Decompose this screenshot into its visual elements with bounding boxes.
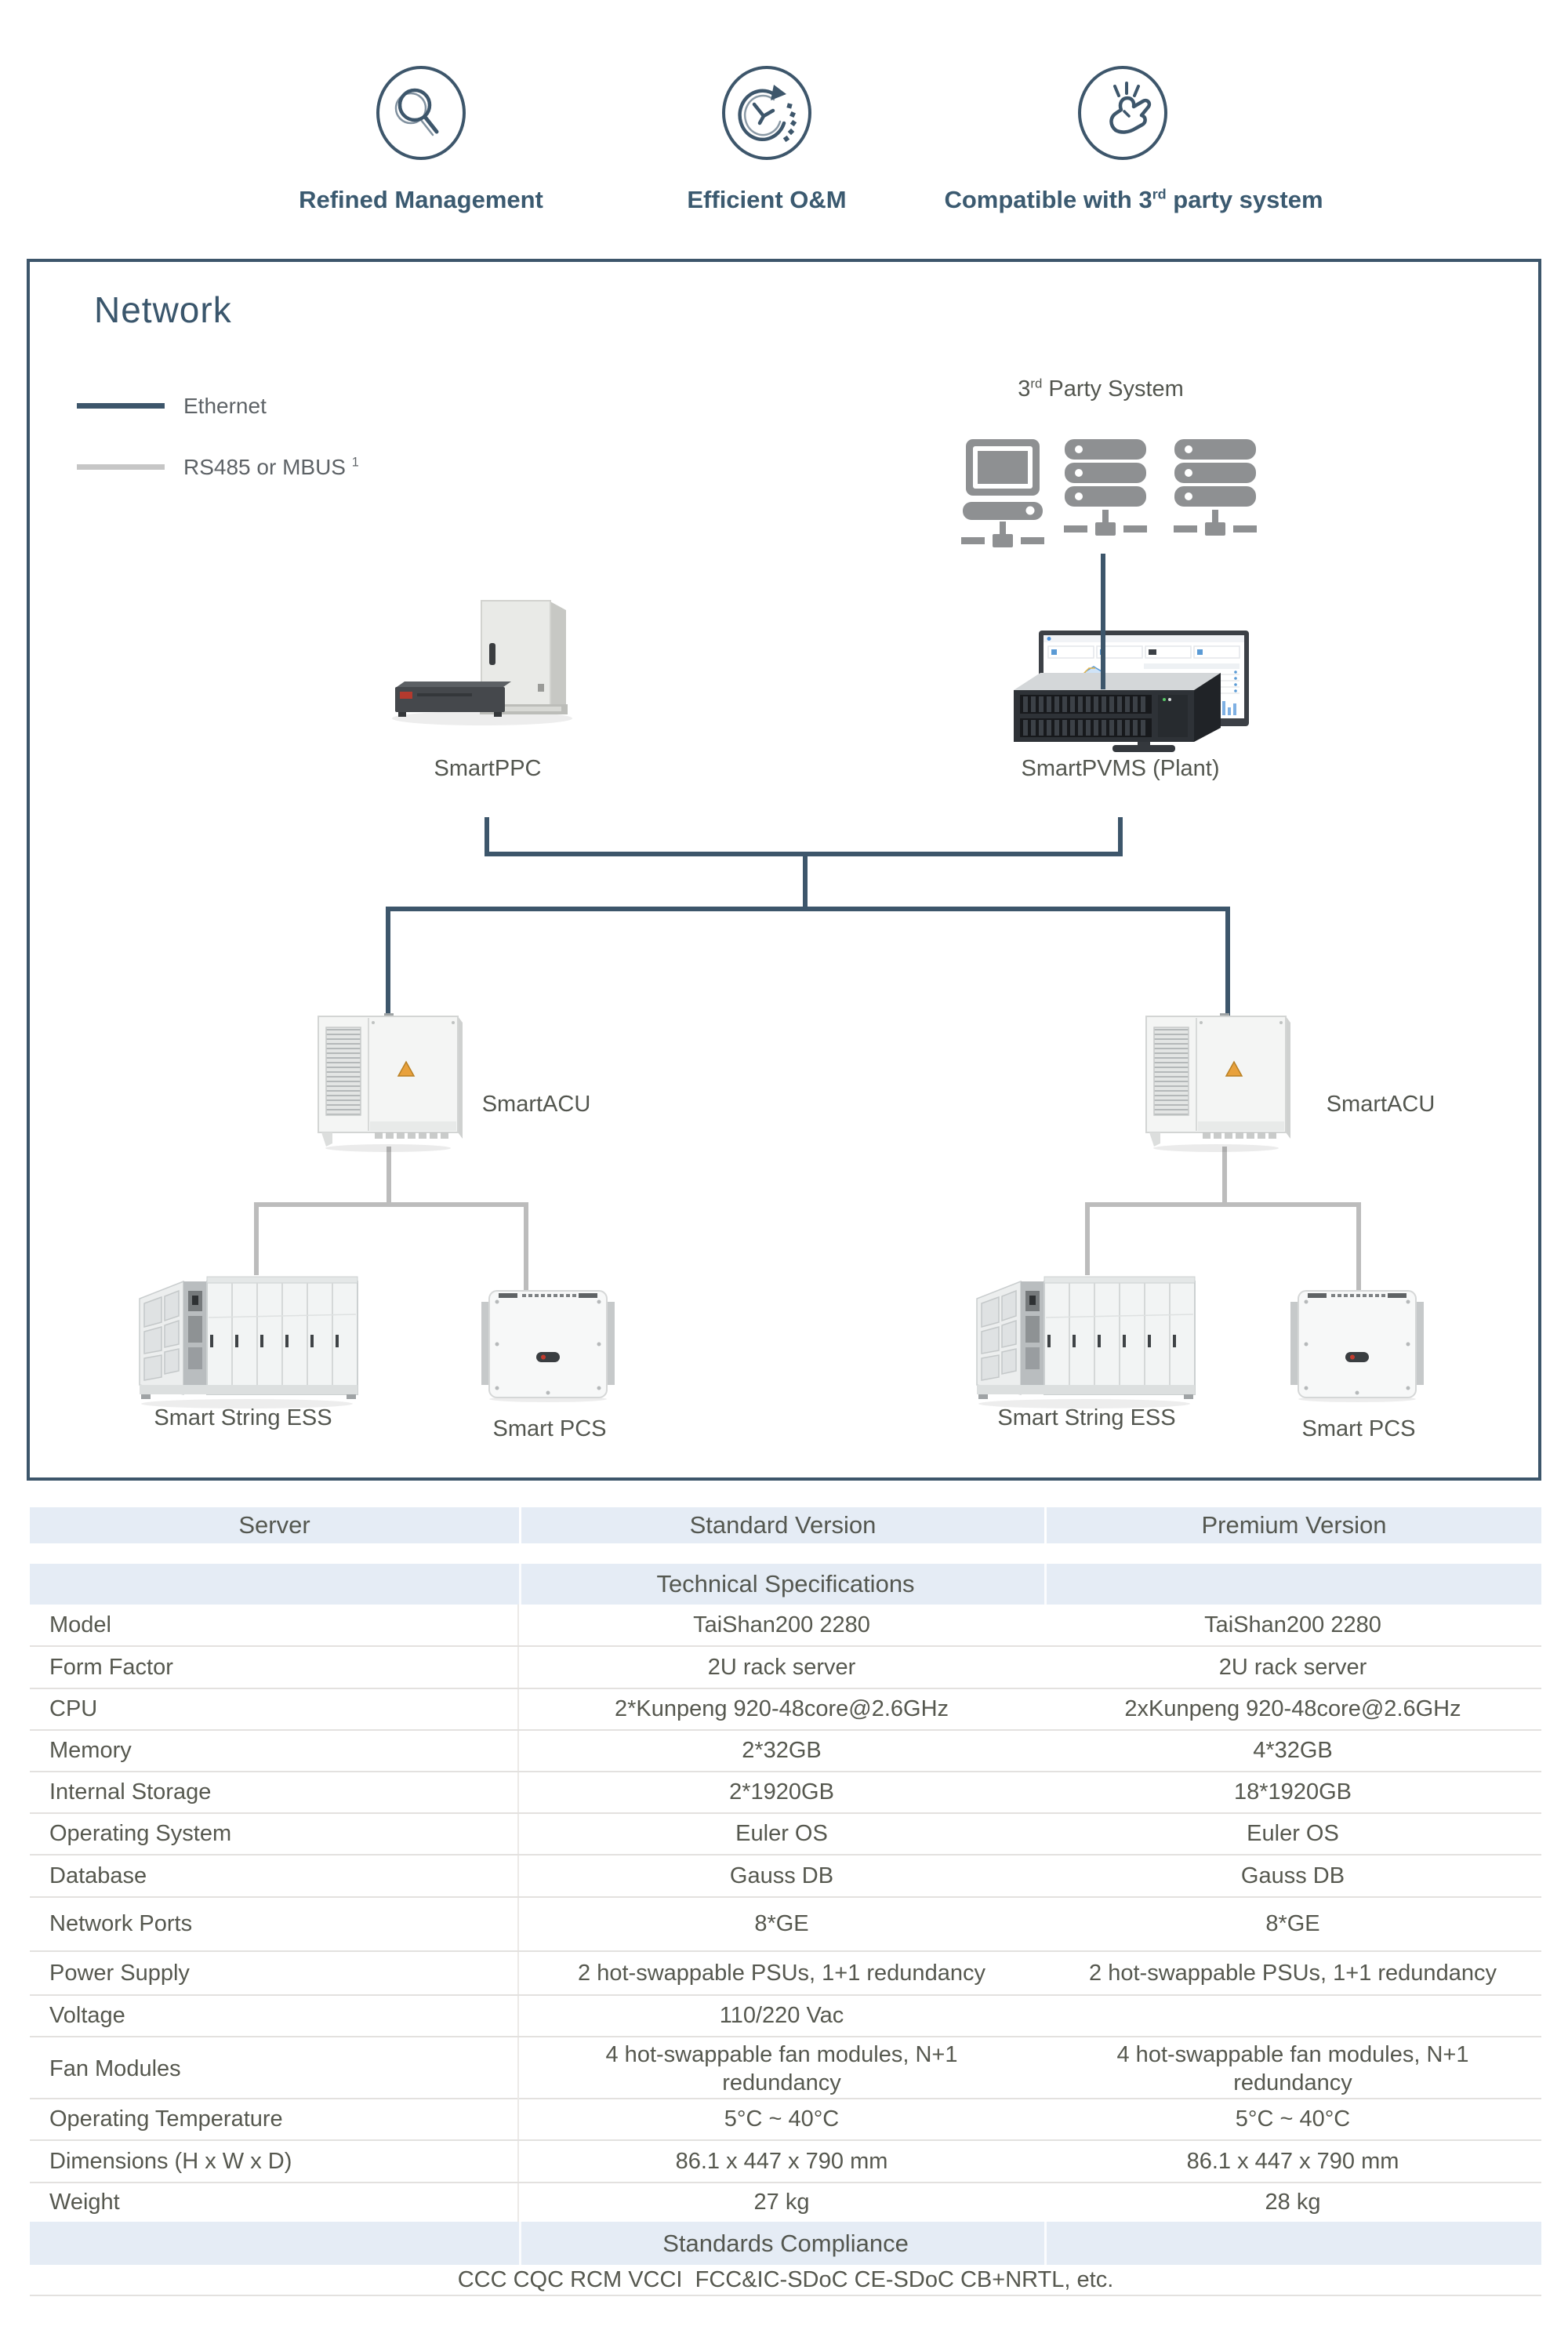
smart-pcs-right-device: [1290, 1286, 1424, 1404]
snap-fingers-icon: [1075, 64, 1171, 165]
spec-label: Weight: [30, 2183, 519, 2222]
technical-specifications-banner: Technical Specifications: [30, 1564, 1541, 1605]
spec-value-premium: [1044, 1996, 1541, 2036]
spec-value-standard: 2*1920GB: [729, 1779, 834, 1805]
spec-value-premium: Gauss DB: [1240, 1863, 1345, 1888]
spec-value-standard: 2U rack server: [707, 1654, 856, 1680]
spec-value-premium: 2xKunpeng 920-48core@2.6GHz: [1124, 1696, 1461, 1722]
spec-label: Database: [30, 1855, 519, 1896]
spec-value-premium: 5°C ~ 40°C: [1235, 2106, 1351, 2132]
table-row: [30, 1952, 1541, 1996]
column-header-premium: Premium Version: [1044, 1507, 1541, 1543]
spec-value-standard: 8*GE: [754, 1911, 809, 1937]
spec-value-premium: 86.1 x 447 x 790 mm: [1186, 2148, 1399, 2174]
ess-left-label: Smart String ESS: [154, 1405, 332, 1430]
ess-right-label: Smart String ESS: [997, 1405, 1176, 1430]
table-row: [30, 1814, 1541, 1855]
spec-value-standard: 4 hot-swappable fan modules, N+1 redundancy: [605, 2042, 958, 2096]
spec-label: Network Ports: [30, 1898, 519, 1950]
spec-value-premium: 2 hot-swappable PSUs, 1+1 redundancy: [1089, 1960, 1497, 1986]
table-row: [30, 2037, 1541, 2099]
smart-string-ess-right-device: [971, 1266, 1198, 1411]
spec-value-standard: 110/220 Vac: [719, 2003, 844, 2029]
feature-efficient-om: [610, 64, 924, 214]
spec-value-premium: 4 hot-swappable fan modules, N+1 redundancy: [1116, 2042, 1469, 2096]
spec-label: Form Factor: [30, 1647, 519, 1688]
refresh-clock-icon: [719, 64, 815, 165]
spec-value-standard: 2*Kunpeng 920-48core@2.6GHz: [614, 1696, 949, 1722]
spec-value-premium: 4*32GB: [1253, 1738, 1333, 1764]
ethernet-legend-label: Ethernet: [183, 394, 267, 418]
smart-pcs-left-device: [481, 1286, 615, 1404]
smart-string-ess-left-device: [133, 1266, 361, 1411]
spec-value-premium: 18*1920GB: [1234, 1779, 1352, 1805]
network-title: Network: [94, 289, 232, 330]
magnifier-icon: [373, 64, 469, 165]
feature-compatible-3rd-party: [898, 64, 1369, 214]
table-row: [30, 1605, 1541, 1647]
table-row: [30, 1731, 1541, 1772]
spec-value-premium: 28 kg: [1265, 2190, 1321, 2215]
spec-value-standard: 2*32GB: [742, 1738, 822, 1764]
spec-label: CPU: [30, 1689, 519, 1729]
table-row: [30, 1772, 1541, 1814]
spec-value-standard: TaiShan200 2280: [693, 1612, 870, 1637]
third-party-servers-icon: [960, 439, 1259, 557]
spec-label: Internal Storage: [30, 1772, 519, 1812]
smartpvms-label: SmartPVMS (Plant): [1021, 756, 1220, 781]
spec-value-standard: Gauss DB: [729, 1863, 834, 1888]
table-row: [30, 2141, 1541, 2183]
spec-label: Operating System: [30, 1814, 519, 1854]
feature-label: Refined Management: [299, 186, 543, 213]
pcs-right-label: Smart PCS: [1301, 1416, 1416, 1441]
table-row: [30, 2183, 1541, 2222]
spec-value-standard: 27 kg: [753, 2190, 810, 2215]
smartppc-device: [384, 594, 580, 728]
table-gap: [30, 1543, 1541, 1564]
spec-value-premium: 8*GE: [1265, 1911, 1320, 1937]
feature-refined-management: [264, 64, 578, 214]
table-row: [30, 1855, 1541, 1898]
table-row: [30, 1996, 1541, 2037]
feature-label: Compatible with 3rd party system: [944, 186, 1323, 213]
column-header-server: Server: [238, 1511, 310, 1539]
spec-label: Voltage: [30, 1996, 519, 2036]
smartppc-label: SmartPPC: [434, 756, 542, 781]
table-row: [30, 2099, 1541, 2141]
pcs-left-label: Smart PCS: [492, 1416, 607, 1441]
smartacu-left-device: [314, 1013, 463, 1153]
spec-label: Memory: [30, 1731, 519, 1771]
third-party-system-label: 3rd Party System: [1018, 376, 1184, 402]
spec-label: Model: [30, 1605, 519, 1645]
spec-value-premium: TaiShan200 2280: [1204, 1612, 1381, 1637]
rs485-legend-label: RS485 or MBUS $^1$: [183, 455, 359, 479]
smartpvms-device: [1014, 613, 1257, 762]
feature-label: Efficient O&M: [687, 186, 847, 213]
smartacu-right-device: [1142, 1013, 1290, 1153]
compliance-list: CCC CQC RCM VCCI FCC&IC-SDoC CE-SDoC CB+NRTL, etc.: [30, 2265, 1541, 2296]
spec-label: Fan Modules: [30, 2037, 519, 2101]
spec-value-premium: 2U rack server: [1218, 1654, 1367, 1680]
network-diagram-panel: [27, 259, 1541, 1481]
table-row: [30, 1689, 1541, 1731]
spec-value-standard: 86.1 x 447 x 790 mm: [675, 2148, 888, 2174]
spec-value-standard: 5°C ~ 40°C: [724, 2106, 840, 2132]
spec-value-premium: Euler OS: [1247, 1821, 1339, 1847]
smartacu-left-label: SmartACU: [481, 1092, 591, 1117]
spec-label: Power Supply: [30, 1952, 519, 1994]
table-row: [30, 1647, 1541, 1689]
table-row: [30, 1898, 1541, 1952]
spec-label: Dimensions (H x W x D): [30, 2141, 519, 2182]
standards-compliance-banner: Standards Compliance: [30, 2222, 1541, 2265]
server-spec-table: [30, 1507, 1541, 2296]
spec-label: Operating Temperature: [30, 2099, 519, 2139]
spec-table-header: [30, 1507, 1541, 1543]
spec-value-standard: 2 hot-swappable PSUs, 1+1 redundancy: [578, 1960, 985, 1986]
column-header-standard: Standard Version: [519, 1507, 1044, 1543]
smartacu-right-label: SmartACU: [1326, 1092, 1436, 1117]
spec-value-standard: Euler OS: [735, 1821, 828, 1847]
